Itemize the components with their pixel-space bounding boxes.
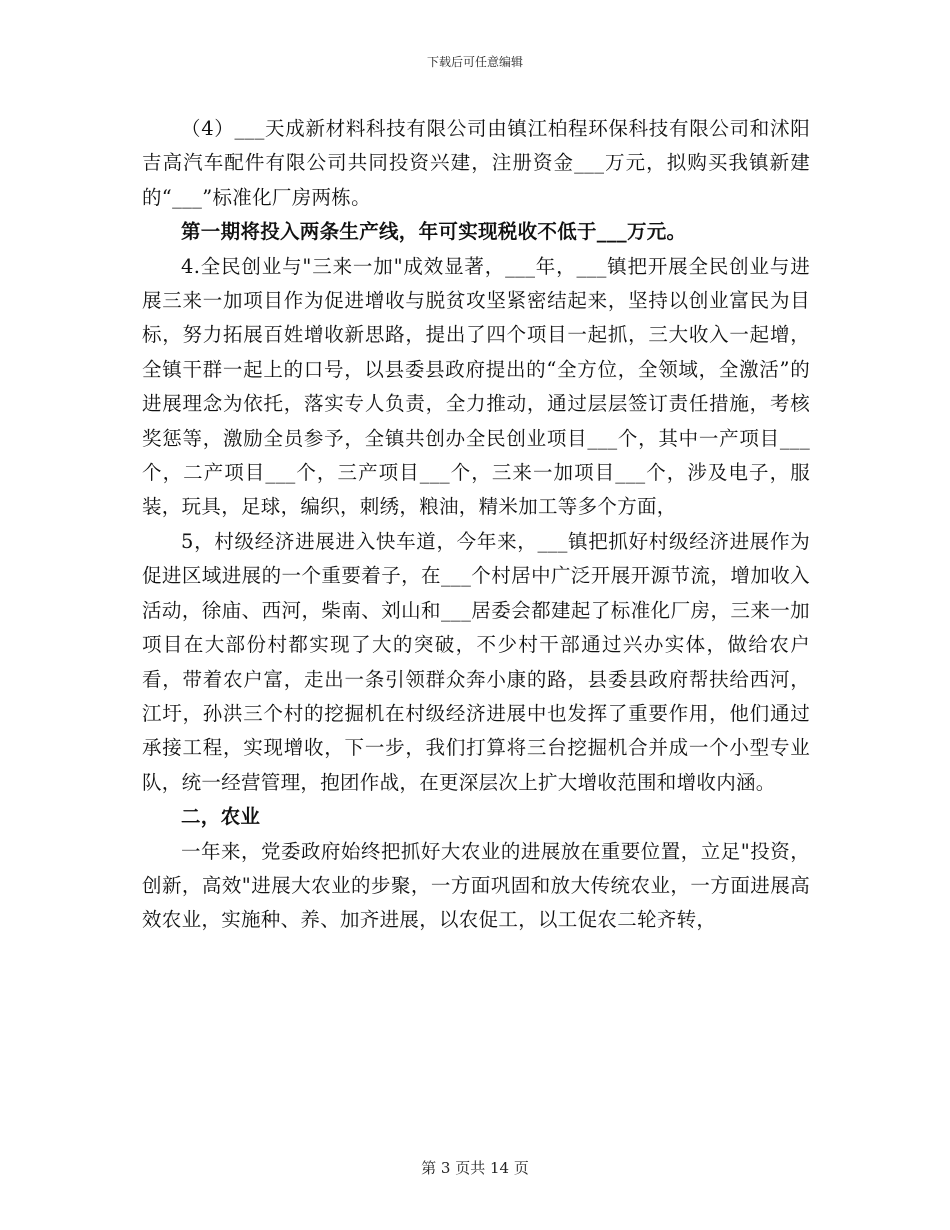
document-body [142, 112, 810, 938]
paragraph-village-economy: 5，村级经济进展进入快车道，今年来，___镇把抓好村级经济进展作为促进区域进展的一个重要着子，在___个村居中广泛开展开源节流，增加收入活动，徐庙、西河，柴南、刘山和___居委会都建起了标准化厂房，三来一加项目在大部份村都实现了大的突破，不少村干部通过兴办实体，做给农户看，带着农户富，走出一条引领群众奔小康的路，县委县政府帮扶给西河，江圩，孙洪三个村的挖掘机在村级经济进展中也发挥了重要作用，他们通过承接工程，实现增收，下一步，我们打算将三台挖掘机合并成一个小型专业队，统一经营管理，抱团作战，在更深层次上扩大增收范围和增收内涵。 [142, 529, 810, 794]
paragraph-first-phase: 第一期将投入两条生产线，年可实现税收不低于___万元。 [181, 220, 687, 244]
section-heading-agriculture: 二，农业 [181, 805, 261, 829]
paragraph-entrepreneurship: 4.全民创业与"三来一加"成效显著，___年，___镇把开展全民创业与进展三来一加项目作为促进增收与脱贫攻坚紧密结起来，坚持以创业富民为目标，努力拓展百姓增收新思路，提出了四个项目一起抓，三大收入一起增，全镇干群一起上的口号，以县委县政府提出的“全方位，全领域，全激活”的进展理念为依托，落实专人负责，全力推动，通过层层签订责任措施，考核奖惩等，激励全员参予，全镇共创办全民创业项目___个，其中一产项目___个，二产项目___个，三产项目___个，三来一加项目___个，涉及电子，服装，玩具，足球，编织，刺绣，粮油，精米加工等多个方面， [142, 254, 810, 519]
paragraph-company-investment: （4）___天成新材料科技有限公司由镇江柏程环保科技有限公司和沭阳吉高汽车配件有限公司共同投资兴建，注册资金___万元，拟购买我镇新建的“___”标准化厂房两栋。 [142, 117, 810, 209]
paragraph-agriculture: 一年来，党委政府始终把抓好大农业的进展放在重要位置，立足"投资，创新，高效"进展大农业的步聚，一方面巩固和放大传统农业，一方面进展高效农业，实施种、养、加齐进展，以农促工，以工促农二轮齐转， [142, 839, 810, 932]
page-header-note: 下载后可任意编辑 [426, 55, 523, 69]
page-number: 第 3 页共 14 页 [421, 1159, 529, 1177]
